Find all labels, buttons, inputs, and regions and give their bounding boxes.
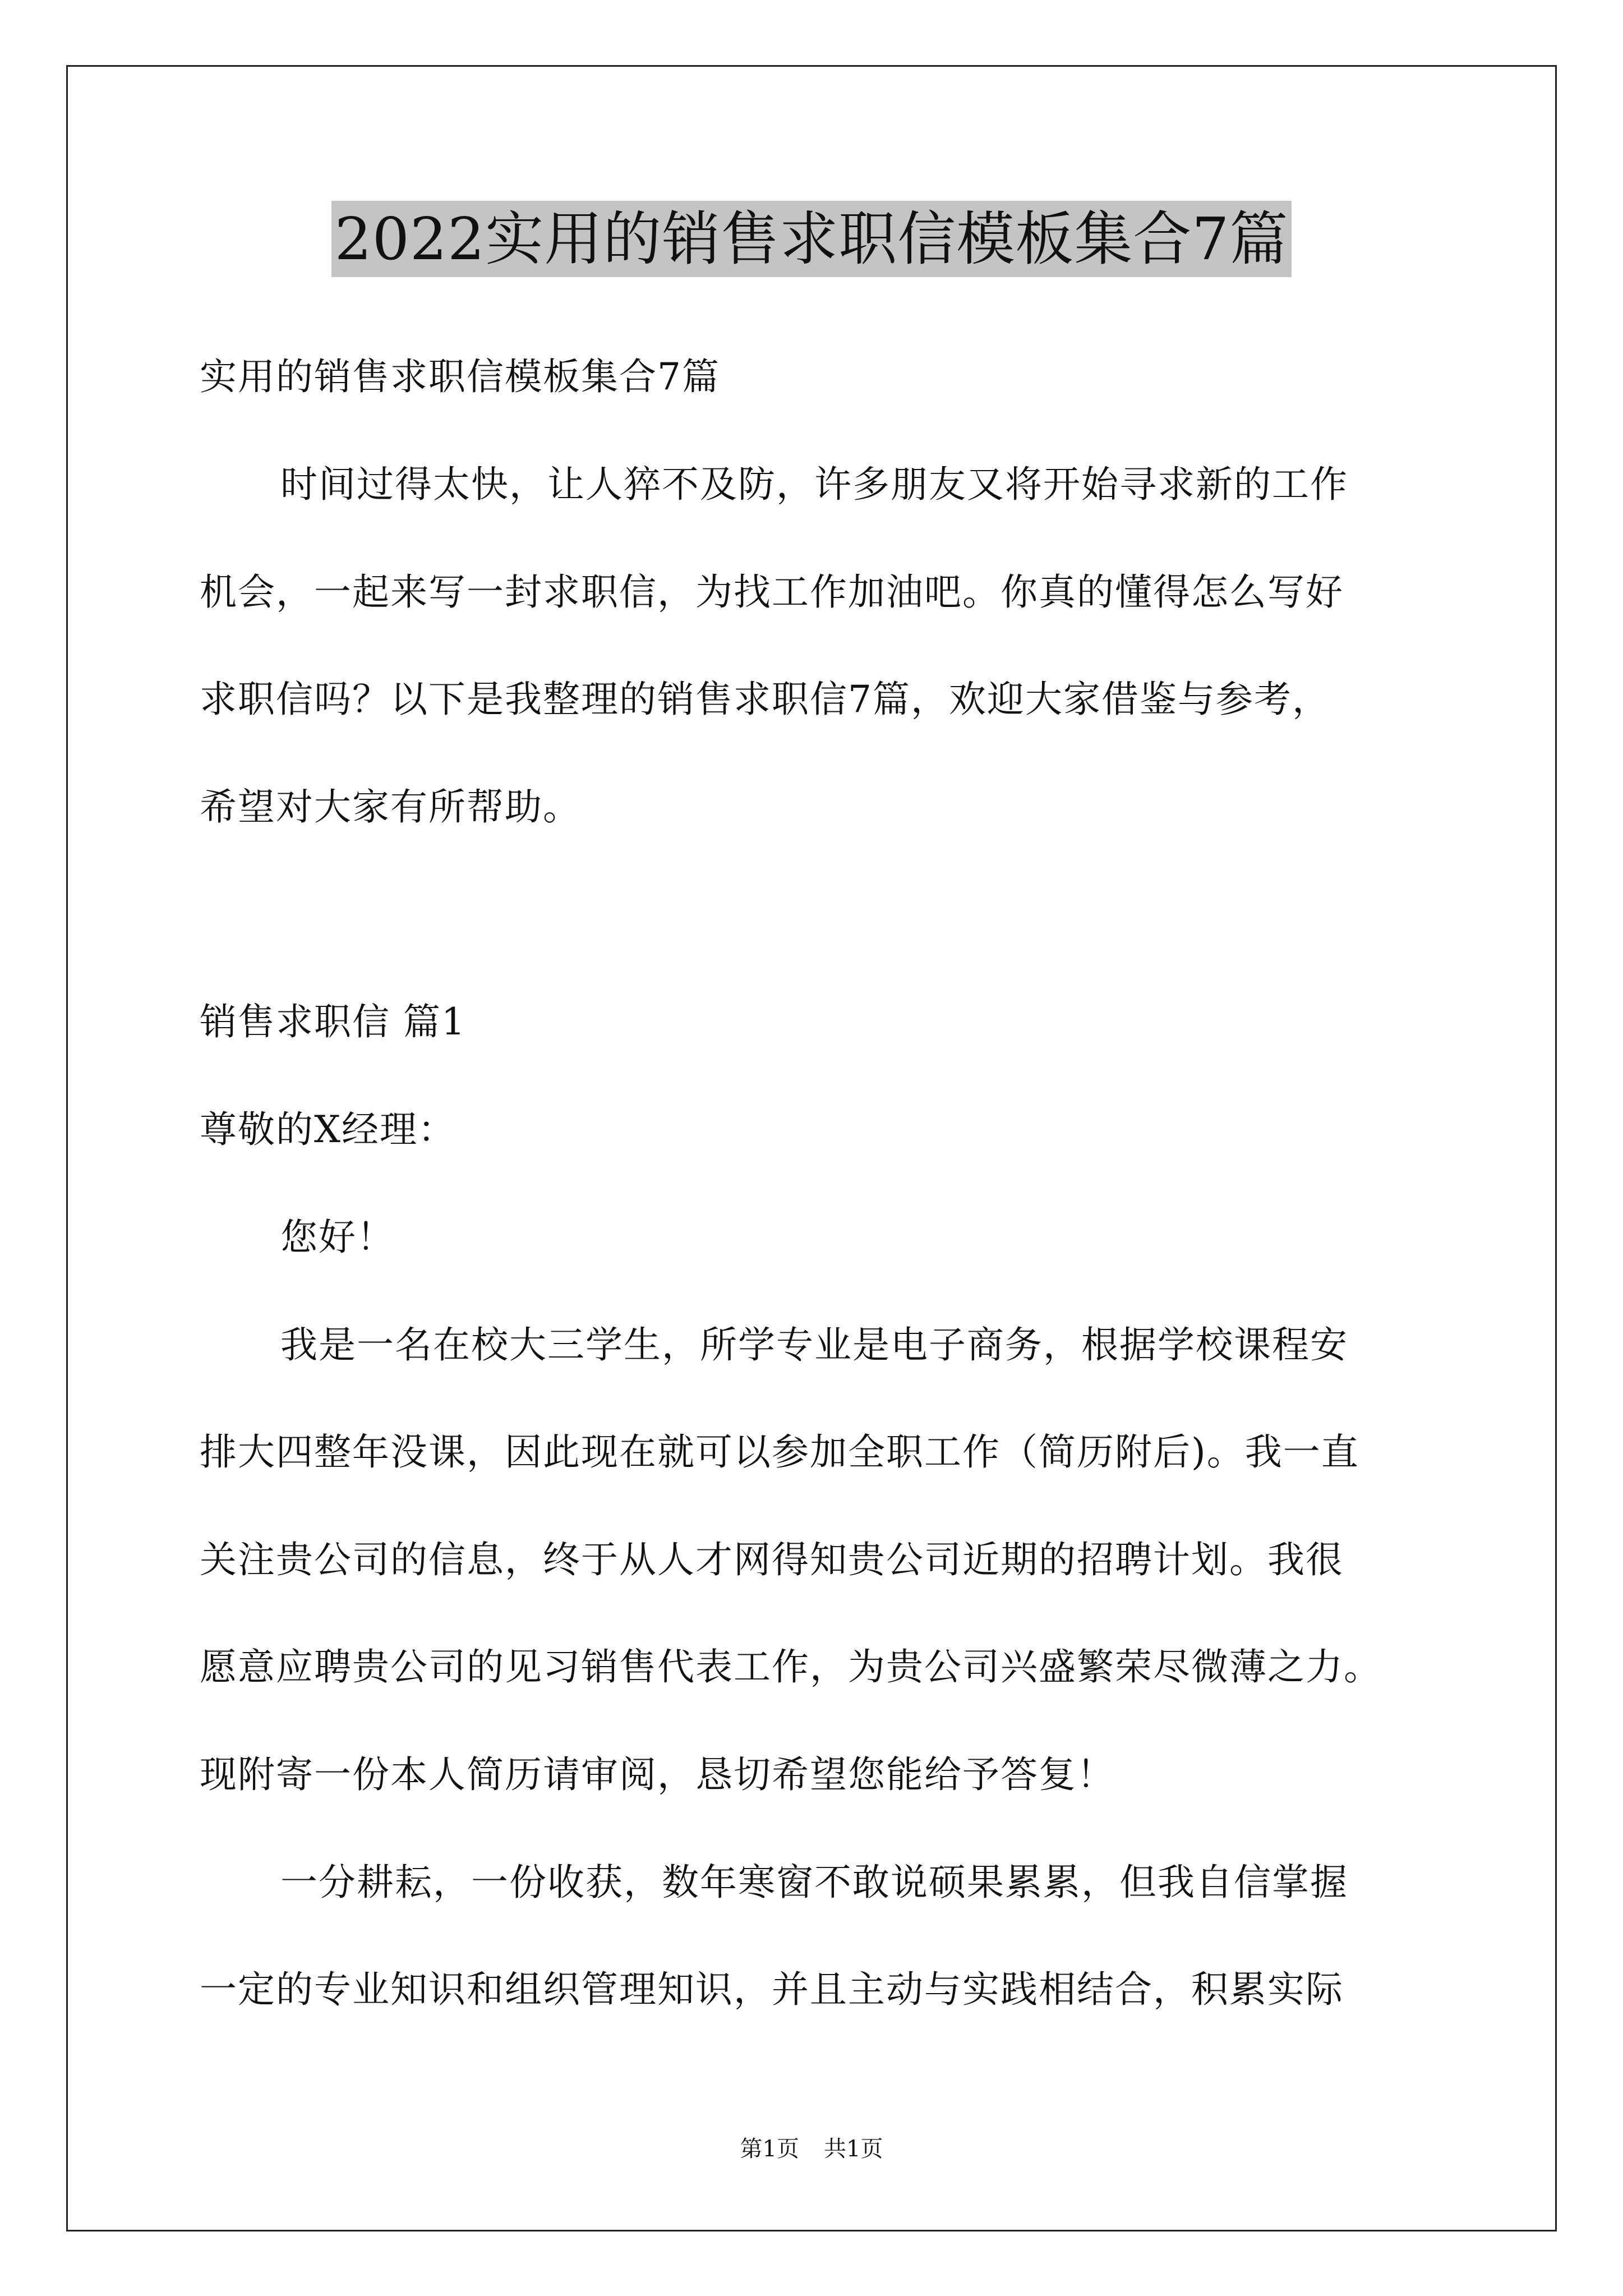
title-container [0, 201, 1623, 277]
greeting-line: 您好！ [280, 1216, 395, 1259]
intro-line-3: 求职信吗？以下是我整理的销售求职信7篇，欢迎大家借鉴与参考， [200, 678, 1330, 721]
subtitle-line: 实用的销售求职信模板集合7篇 [200, 355, 720, 398]
body-line-3: 关注贵公司的信息，终于从人才网得知贵公司近期的招聘计划。我很 [200, 1538, 1344, 1581]
body-line-1: 我是一名在校大三学生，所学专业是电子商务，根据学校课程安 [280, 1323, 1348, 1366]
salutation-line: 尊敬的X经理： [200, 1108, 456, 1151]
body-line-7: 一定的专业知识和组织管理知识，并且主动与实践相结合，积累实际 [200, 1968, 1344, 2011]
page-total-label: 共1页 [824, 2136, 883, 2162]
body-line-2: 排大四整年没课，因此现在就可以参加全职工作（简历附后)。我一直 [200, 1430, 1359, 1474]
intro-line-2: 机会，一起来写一封求职信，为找工作加油吧。你真的懂得怎么写好 [200, 570, 1344, 614]
document-title: 2022实用的销售求职信模板集合7篇 [331, 201, 1292, 277]
body-line-6: 一分耕耘，一份收获，数年寒窗不敢说硕果累累，但我自信掌握 [280, 1861, 1348, 1904]
section-heading: 销售求职信 篇1 [200, 1000, 466, 1043]
body-line-5: 现附寄一份本人简历请审阅，恳切希望您能给予答复！ [200, 1753, 1115, 1796]
page-current-label: 第1页 [740, 2136, 799, 2162]
intro-line-4: 希望对大家有所帮助。 [200, 785, 581, 829]
page-footer [0, 2133, 1623, 2165]
body-line-4: 愿意应聘贵公司的见习销售代表工作，为贵公司兴盛繁荣尽微薄之力。 [200, 1645, 1382, 1688]
intro-line-1: 时间过得太快，让人猝不及防，许多朋友又将开始寻求新的工作 [280, 463, 1348, 506]
